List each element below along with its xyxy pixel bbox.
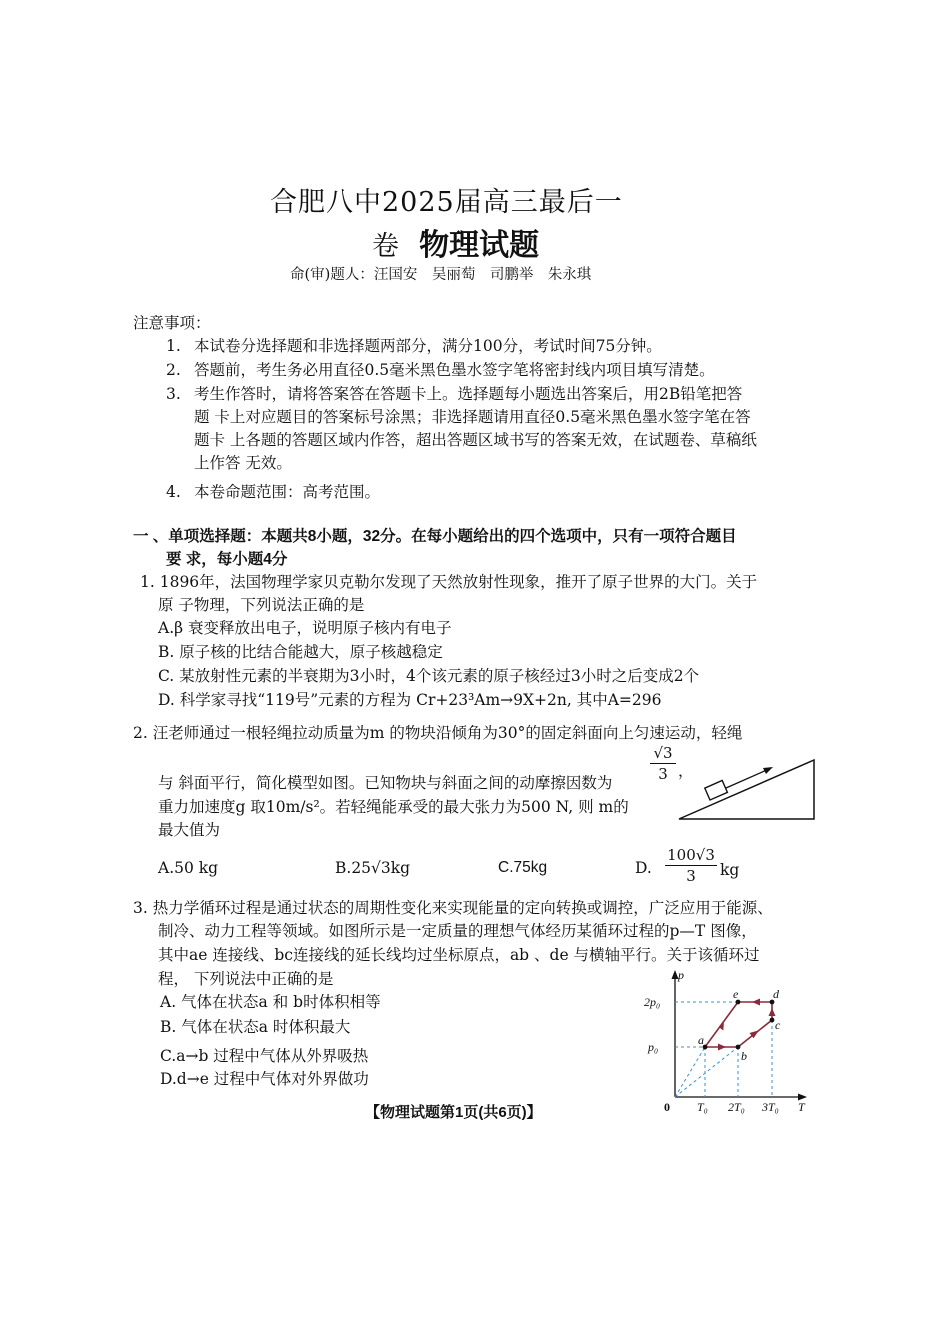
q3-stem-line2: 制冷、动力工程等领域。如图所示是一定质量的理想气体经历某循环过程的p—T 图像， [158,922,757,940]
q3-stem-line3: 其中ae 连接线、bc连接线的延长线均过坐标原点，ab 、de 与横轴平行。关于该循环过 [158,946,760,964]
q1-option: B. 原子核的比结合能越大，原子核越稳定 [158,643,443,661]
q2-stem-line2: 与 斜面平行，简化模型如图。已知物块与斜面之间的动摩擦因数为 [158,774,613,792]
q1-option: D. 科学家寻找“119号”元素的方程为 Cr+23³Am→9X+2n, 其中A=296 [158,691,662,709]
q2-stem-line4: 最大值为 [158,821,221,839]
point-b-label: b [741,1049,747,1063]
point-e-label: e [733,987,739,1001]
section-heading-line2: 要 求，每小题4分 [166,551,288,568]
q2-mu-denominator: 3 [658,765,668,783]
notice-item-number: 1. [166,337,181,355]
notice-item-text: 本试卷分选择题和非选择题两部分，满分100分，考试时间75分钟。 [194,337,662,355]
q2-stem-line3: 重力加速度g 取10m/s²。若轻绳能承受的最大张力为500 N, 则 m的 [158,798,629,816]
x-tick-3t0: 3T₀ [762,1100,779,1114]
q2-mu-fraction [650,744,676,783]
x-tick-t0: T₀ [697,1100,708,1114]
q1-option: C. 某放射性元素的半衰期为3小时，4个该元素的原子核经过3小时之后变成2个 [158,667,700,685]
q2-option-d-denominator: 3 [686,867,696,885]
notice-heading: 注意事项： [133,315,211,332]
title-line-1: 合肥八中2025届高三最后一 [270,187,623,218]
q3-option-c: C.a→b 过程中气体从外界吸热 [160,1047,369,1065]
notice-item-text: 考生作答时，请将答案答在答题卡上。选择题每小题选出答案后，用2B铅笔把答 [194,385,743,403]
incline-diagram [676,756,821,822]
point-d-label: d [773,987,779,1001]
q2-option-a: A.50 kg [158,859,219,877]
y-tick-p0: p₀ [648,1040,659,1054]
notice-item-text: 题 卡上对应题目的答案标号涂黑；非选择题请用直径0.5毫米黑色墨水签字笔在答 [194,408,751,426]
q2-option-d-unit: kg [720,861,740,879]
q3-stem-line4: 程， 下列说法中正确的是 [158,970,334,988]
q3-option-d: D.d→e 过程中气体对外界做功 [160,1070,369,1088]
title-line-2-prefix: 卷 [372,231,400,262]
pt-graph [640,965,815,1115]
title-line-2 [372,220,539,264]
notice-item-text: 答题前，考生务必用直径0.5毫米黑色墨水签字笔将密封线内项目填写清楚。 [194,361,715,379]
q2-option-d-label: D. [635,859,652,877]
q3-option-a: A. 气体在状态a 和 b时体积相等 [160,993,381,1011]
notice-item-number: 4. [166,483,181,501]
notice-item-text: 上作答 无效。 [194,454,292,472]
q3-option-b: B. 气体在状态a 时体积最大 [160,1018,351,1036]
notice-item-text: 题卡 上各题的答题区域内作答，超出答题区域书写的答案无效，在试题卷、草稿纸 [194,431,757,449]
q1-stem-line1: 1. 1896年，法国物理学家贝克勒尔发现了天然放射性现象，推开了原子世界的大门。关于 [140,573,758,591]
q2-option-b: B.25√3kg [335,859,411,877]
subject-title: 物理试题 [419,228,540,263]
q1-option: A.β 衰变释放出电子，说明原子核内有电子 [158,619,452,637]
point-a-label: a [698,1033,704,1047]
notice-item-number: 3. [166,385,181,403]
q2-option-d-numerator: 100√3 [667,846,715,864]
p-axis-label: p [678,968,684,982]
y-tick-2p0: 2p₀ [644,995,661,1009]
notice-item-number: 2. [166,361,181,379]
authors: 命(审)题人：汪国安 吴丽萄 司鹏举 朱永琪 [290,267,592,283]
x-tick-2t0: 2T₀ [728,1100,745,1114]
section-heading-line1: 一 、单项选择题：本题共8小题，32分。在每小题给出的四个选项中，只有一项符合题目 [133,528,737,545]
q3-stem-line1: 3. 热力学循环过程是通过状态的周期性变化来实现能量的定向转换或调控，广泛应用于能源、 [133,899,773,917]
q2-mu-comma: ， [678,762,694,780]
notice-item-text: 本卷命题范围：高考范围。 [194,483,381,501]
q2-mu-numerator: √3 [653,744,673,762]
q1-stem-line2: 原 子物理，下列说法正确的是 [158,596,365,614]
q2-option-d-fraction [665,846,717,885]
t-axis-label: T [798,1100,805,1114]
origin-label: 0 [664,1100,670,1114]
q2-option-c: C.75kg [498,859,548,876]
point-c-label: c [775,1018,781,1032]
q2-stem-line1: 2. 汪老师通过一根轻绳拉动质量为m 的物块沿倾角为30°的固定斜面向上匀速运动，轻绳 [133,724,743,742]
page-footer: 【物理试题第1页(共6页)】 [365,1104,542,1121]
